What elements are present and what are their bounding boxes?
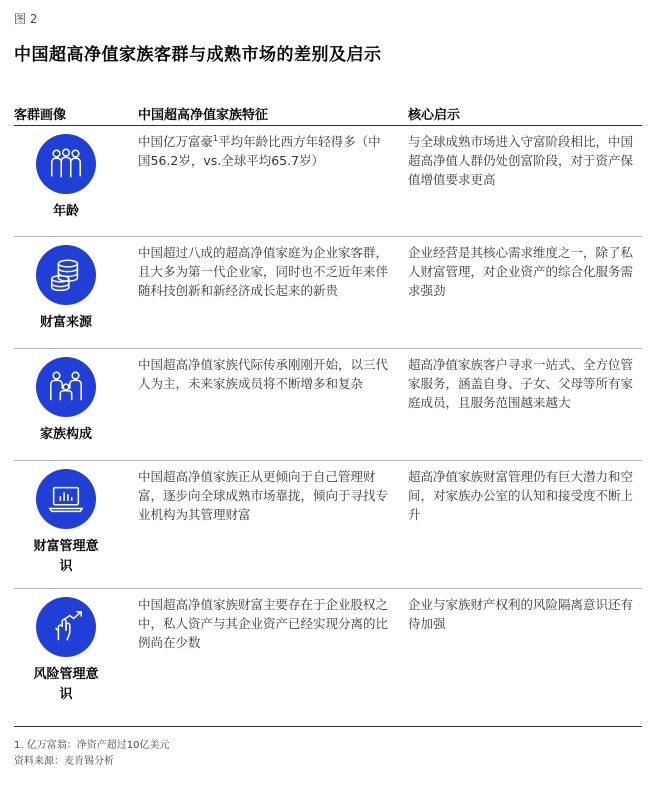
table-row bbox=[14, 589, 642, 727]
table-row bbox=[14, 126, 642, 237]
row-label: 年龄 bbox=[52, 204, 79, 219]
footnote-1: 1. 亿万富翁：净资产超过10亿美元 bbox=[14, 740, 170, 751]
row-icon-cell bbox=[24, 469, 108, 577]
feature-text: 中国超高净值家族财富主要存在于企业股权之中，私人资产与其企业资产已经实现分离的比例尚在少数 bbox=[138, 597, 389, 650]
coin-stack-icon bbox=[36, 245, 96, 305]
insight-text: 超高净值家族客户寻求一站式、全方位管家服务，涵盖自身、子女、父母等所有家庭成员，且服务范围越来越大 bbox=[408, 357, 634, 410]
comparison-table bbox=[14, 98, 642, 727]
hand-growth-icon bbox=[36, 597, 96, 657]
header-client-profile: 客群画像 bbox=[14, 108, 67, 123]
feature-text: 中国超高净值家族代际传承刚刚开始，以三代人为主，未来家族成员将不断增多和复杂 bbox=[138, 357, 389, 391]
row-label: 财富管理意识 bbox=[33, 539, 99, 574]
row-icon-cell bbox=[24, 597, 108, 705]
footnotes bbox=[14, 738, 169, 770]
header-key-insights: 核心启示 bbox=[408, 108, 461, 123]
laptop-chart-icon bbox=[36, 469, 96, 529]
row-icon-cell bbox=[24, 357, 108, 445]
feature-text: 中国亿万富豪$^1$平均年龄比西方年轻得多（中国56.2岁，vs.全球平均65.7岁） bbox=[138, 133, 381, 168]
figure-title: 中国超高净值家族客群与成熟市场的差别及启示 bbox=[14, 45, 382, 65]
table-header bbox=[14, 98, 642, 126]
insight-text: 企业与家族财产权利的风险隔离意识还有待加强 bbox=[408, 597, 634, 631]
table-row bbox=[14, 237, 642, 349]
multi-generation-icon bbox=[36, 357, 96, 417]
feature-text: 中国超过八成的超高净值家庭为企业家客群，且大多为第一代企业家，同时也不乏近年来伴随科技创新和新经济成长起来的新贵 bbox=[138, 245, 389, 298]
source-note: 资料来源：麦肯锡分析 bbox=[14, 756, 114, 767]
figure-label: 图 2 bbox=[14, 12, 38, 26]
row-label: 风险管理意识 bbox=[33, 667, 99, 702]
insight-text: 企业经营是其核心需求维度之一，除了私人财富管理，对企业资产的综合化服务需求强劲 bbox=[408, 245, 634, 298]
row-icon-cell bbox=[24, 245, 108, 333]
insight-text: 与全球成熟市场进入守富阶段相比，中国超高净值人群仍处创富阶段，对于资产保值增值要求更高 bbox=[408, 134, 634, 187]
insight-text: 超高净值家族财富管理仍有巨大潜力和空间，对家族办公室的认知和接受度不断上升 bbox=[408, 469, 634, 522]
row-label: 财富来源 bbox=[39, 315, 92, 330]
row-icon-cell bbox=[24, 134, 108, 222]
feature-text: 中国超高净值家族正从更倾向于自己管理财富，逐步向全球成熟市场靠拢，倾向于寻找专业机构为其管理财富 bbox=[138, 469, 389, 522]
family-group-icon bbox=[36, 134, 96, 194]
header-family-features: 中国超高净值家族特征 bbox=[138, 108, 269, 123]
table-row bbox=[14, 461, 642, 589]
table-row bbox=[14, 349, 642, 461]
row-label: 家族构成 bbox=[39, 427, 92, 442]
